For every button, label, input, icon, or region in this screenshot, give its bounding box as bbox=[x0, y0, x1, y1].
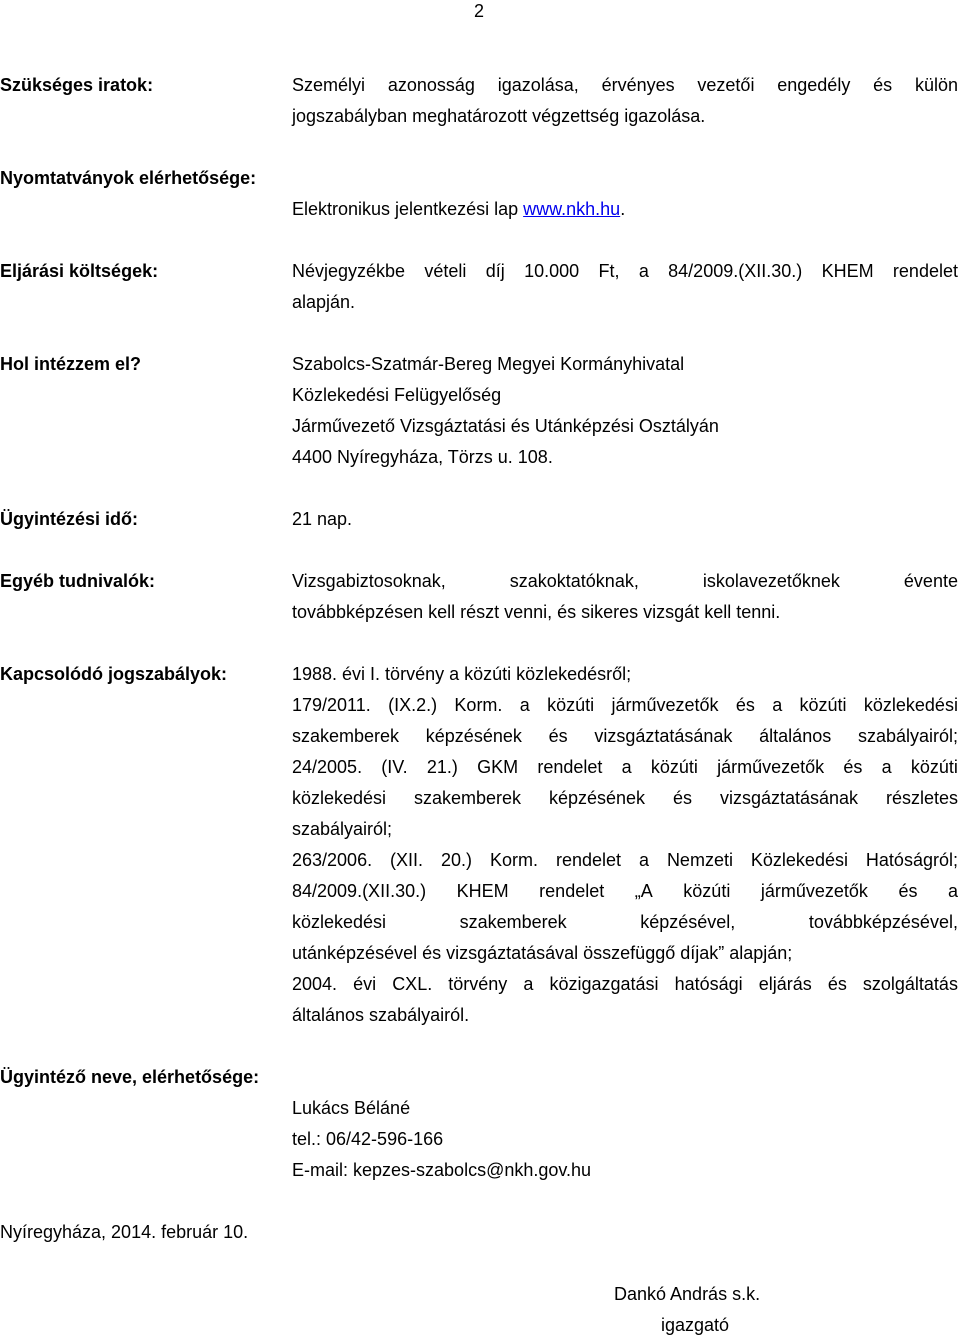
word: 263/2006. bbox=[292, 850, 373, 870]
word: közlekedési bbox=[863, 695, 958, 715]
costs-label: Eljárási költségek: bbox=[0, 261, 159, 281]
word: szakemberek bbox=[414, 788, 522, 808]
word: évi bbox=[353, 974, 377, 994]
word: rendelet bbox=[555, 850, 622, 870]
word: eljárás bbox=[758, 974, 812, 994]
word: közúti bbox=[910, 757, 958, 777]
word: vételi bbox=[424, 261, 467, 281]
word: a bbox=[523, 974, 534, 994]
word: a bbox=[947, 881, 958, 901]
word: képzésének bbox=[548, 788, 646, 808]
word: vezetői bbox=[697, 75, 755, 95]
signer-name: Dankó András s.k. bbox=[614, 1284, 761, 1304]
word: közigazgatási bbox=[549, 974, 659, 994]
other-label: Egyéb tudnivalók: bbox=[0, 571, 156, 591]
word: szolgáltatás bbox=[862, 974, 958, 994]
word: Ft, bbox=[598, 261, 620, 281]
word: Névjegyzékbe bbox=[292, 261, 406, 281]
word: külön bbox=[914, 75, 958, 95]
contact-phone: tel.: 06/42-596-166 bbox=[292, 1129, 444, 1149]
costs-line-2: alapján. bbox=[292, 292, 356, 312]
word: Hatóságról; bbox=[865, 850, 958, 870]
word: 10.000 bbox=[524, 261, 580, 281]
word: díj bbox=[485, 261, 505, 281]
word: Korm. bbox=[489, 850, 538, 870]
where-line-4: 4400 Nyíregyháza, Törzs u. 108. bbox=[292, 447, 553, 467]
laws-line-9 bbox=[292, 911, 958, 933]
word: 84/2009.(XII.30.) bbox=[292, 881, 427, 901]
other-line-1 bbox=[292, 570, 958, 592]
documents-label: Szükséges iratok: bbox=[0, 75, 154, 95]
contact-email: E-mail: kepzes-szabolcs@nkh.gov.hu bbox=[292, 1160, 592, 1180]
word: rendelet bbox=[892, 261, 958, 281]
laws-line-7 bbox=[292, 849, 958, 871]
forms-text-suffix: . bbox=[620, 199, 626, 219]
place-date: Nyíregyháza, 2014. február 10. bbox=[0, 1222, 249, 1242]
word: és bbox=[548, 726, 568, 746]
nkh-website-link[interactable]: www.nkh.hu bbox=[523, 199, 621, 219]
word: szakoktatóknak, bbox=[509, 571, 639, 591]
laws-line-10: utánképzésével és vizsgáztatásával összefüggő díjak” alapján; bbox=[292, 943, 793, 963]
word: 20.) bbox=[441, 850, 473, 870]
word: igazolása, bbox=[497, 75, 579, 95]
laws-line-11 bbox=[292, 973, 958, 995]
word: (XII. bbox=[390, 850, 424, 870]
contact-label: Ügyintéző neve, elérhetősége: bbox=[0, 1067, 260, 1087]
word: részletes bbox=[885, 788, 958, 808]
costs-line-1 bbox=[292, 260, 958, 282]
word: közúti bbox=[650, 757, 698, 777]
laws-line-1: 1988. évi I. törvény a közúti közlekedésről; bbox=[292, 664, 632, 684]
word: engedély bbox=[777, 75, 851, 95]
page-number: 2 bbox=[474, 1, 485, 21]
word: a bbox=[621, 757, 632, 777]
word: „A bbox=[634, 881, 653, 901]
laws-line-6: szabályairól; bbox=[292, 819, 393, 839]
word: (IX.2.) bbox=[388, 695, 438, 715]
word: és bbox=[827, 974, 847, 994]
signer-title: igazgató bbox=[661, 1315, 730, 1335]
word: és bbox=[873, 75, 893, 95]
laws-line-2 bbox=[292, 694, 958, 716]
word: és bbox=[673, 788, 693, 808]
word: a bbox=[772, 695, 783, 715]
documents-line-2: jogszabályban meghatározott végzettség igazolása. bbox=[292, 106, 706, 126]
word: rendelet bbox=[537, 757, 603, 777]
word: a bbox=[519, 695, 530, 715]
word: Vizsgabiztosoknak, bbox=[292, 571, 446, 591]
word: képzésének bbox=[425, 726, 522, 746]
duration-label: Ügyintézési idő: bbox=[0, 509, 139, 529]
word: KHEM bbox=[456, 881, 509, 901]
word: közúti bbox=[683, 881, 731, 901]
word: CXL. bbox=[392, 974, 433, 994]
word: járművezetők bbox=[760, 881, 868, 901]
laws-line-5 bbox=[292, 787, 958, 809]
where-line-2: Közlekedési Felügyelőség bbox=[292, 385, 502, 405]
word: és bbox=[735, 695, 755, 715]
word: vizsgáztatásának bbox=[594, 726, 733, 746]
word: rendelet bbox=[539, 881, 605, 901]
word: KHEM bbox=[821, 261, 874, 281]
word: érvényes bbox=[601, 75, 675, 95]
word: szakemberek bbox=[459, 912, 567, 932]
word: 84/2009.(XII.30.) bbox=[668, 261, 803, 281]
word: járművezetők bbox=[611, 695, 719, 715]
word: hatósági bbox=[674, 974, 743, 994]
word: azonosság bbox=[387, 75, 475, 95]
laws-line-12: általános szabályairól. bbox=[292, 1005, 470, 1025]
word: általános bbox=[759, 726, 832, 746]
word: Közlekedési bbox=[750, 850, 848, 870]
word: közúti bbox=[799, 695, 847, 715]
word: szabályairól; bbox=[857, 726, 958, 746]
where-line-1: Szabolcs-Szatmár-Bereg Megyei Kormányhivatal bbox=[292, 354, 685, 374]
forms-text: Elektronikus jelentkezési lap bbox=[292, 199, 524, 219]
word: közúti bbox=[547, 695, 595, 715]
word: Korm. bbox=[454, 695, 503, 715]
word: járművezetők bbox=[717, 757, 825, 777]
word: képzésével, bbox=[640, 912, 736, 932]
duration-value: 21 nap. bbox=[292, 509, 353, 529]
laws-line-8 bbox=[292, 880, 958, 902]
word: (IV. bbox=[381, 757, 408, 777]
word: törvény bbox=[448, 974, 508, 994]
word: a bbox=[638, 850, 649, 870]
laws-line-3 bbox=[292, 725, 958, 747]
word: 2004. bbox=[292, 974, 338, 994]
word: 21.) bbox=[426, 757, 458, 777]
word: a bbox=[881, 757, 892, 777]
word: 24/2005. bbox=[292, 757, 363, 777]
word: közlekedési bbox=[292, 788, 387, 808]
forms-value bbox=[292, 198, 625, 220]
laws-line-4 bbox=[292, 756, 958, 778]
word: Személyi bbox=[292, 75, 366, 95]
forms-label: Nyomtatványok elérhetősége: bbox=[0, 168, 257, 188]
contact-name: Lukács Béláné bbox=[292, 1098, 411, 1118]
word: GKM bbox=[477, 757, 519, 777]
word: vizsgáztatásának bbox=[719, 788, 859, 808]
word: továbbképzésével, bbox=[808, 912, 958, 932]
other-line-2: továbbképzésen kell részt venni, és sikeres vizsgát kell tenni. bbox=[292, 602, 781, 622]
word: iskolavezetőknek bbox=[702, 571, 840, 591]
where-line-3: Járművezető Vizsgáztatási és Utánképzési Osztályán bbox=[292, 416, 719, 436]
word: a bbox=[638, 261, 649, 281]
word: és bbox=[898, 881, 918, 901]
where-label: Hol intézzem el? bbox=[0, 354, 142, 374]
word: szakemberek bbox=[292, 726, 400, 746]
word: Nemzeti bbox=[666, 850, 733, 870]
word: és bbox=[843, 757, 863, 777]
word: közlekedési bbox=[292, 912, 387, 932]
word: 179/2011. bbox=[292, 695, 371, 715]
documents-line-1 bbox=[292, 74, 958, 96]
laws-label: Kapcsolódó jogszabályok: bbox=[0, 664, 228, 684]
word: évente bbox=[903, 571, 958, 591]
